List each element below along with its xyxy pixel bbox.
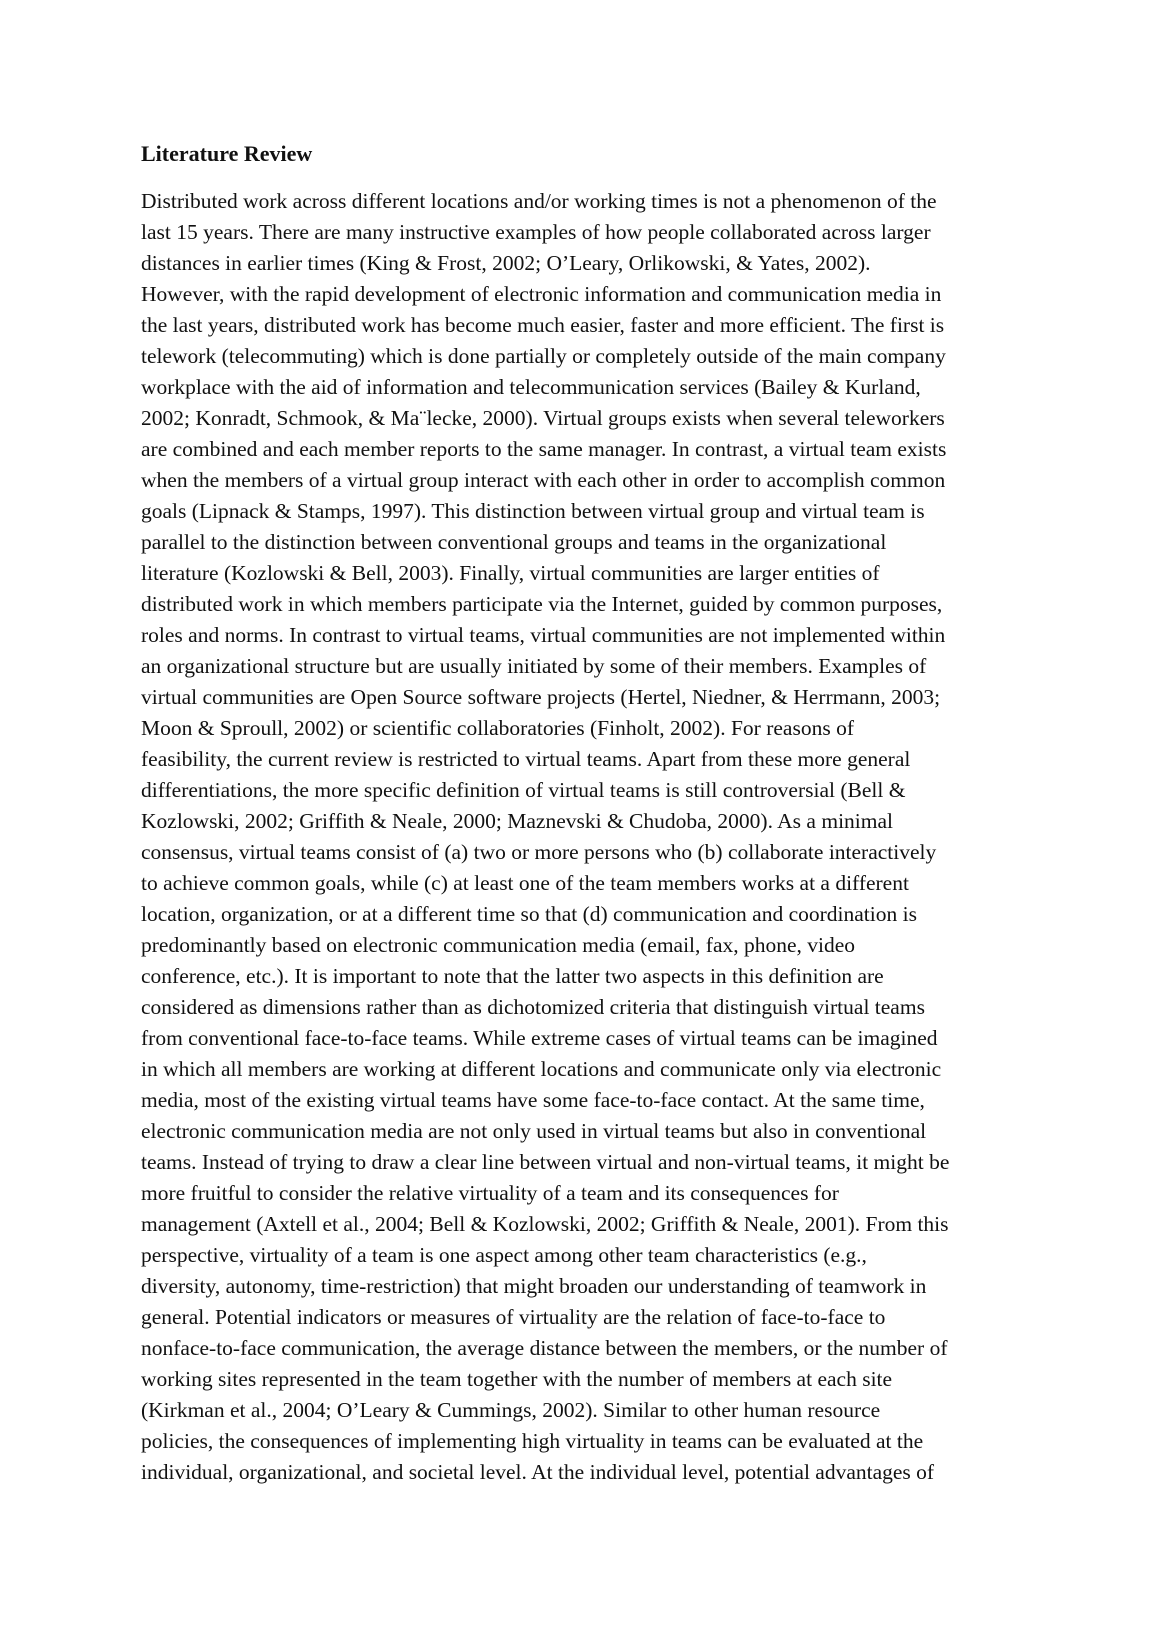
document-content <box>141 138 1027 1488</box>
text-line: electronic communication media are not only used in virtual teams but also in conventional <box>141 1119 927 1143</box>
text-line: management (Axtell et al., 2004; Bell & Kozlowski, 2002; Griffith & Neale, 2001). From this <box>141 1212 949 1236</box>
text-line: policies, the consequences of implementing high virtuality in teams can be evaluated at the <box>141 1429 924 1453</box>
text-line: from conventional face-to-face teams. While extreme cases of virtual teams can be imagined <box>141 1026 938 1050</box>
text-line: perspective, virtuality of a team is one aspect among other team characteristics (e.g., <box>141 1243 867 1267</box>
body-paragraph <box>141 186 1027 1488</box>
text-line: roles and norms. In contrast to virtual teams, virtual communities are not implemented within <box>141 623 946 647</box>
text-line: (Kirkman et al., 2004; O’Leary & Cummings, 2002). Similar to other human resource <box>141 1398 881 1422</box>
text-line: predominantly based on electronic communication media (email, fax, phone, video <box>141 933 856 957</box>
text-line: when the members of a virtual group interact with each other in order to accomplish common <box>141 468 946 492</box>
text-line: parallel to the distinction between conventional groups and teams in the organizational <box>141 530 887 554</box>
text-line: telework (telecommuting) which is done partially or completely outside of the main company <box>141 344 946 368</box>
text-line: an organizational structure but are usually initiated by some of their members. Examples of <box>141 654 927 678</box>
text-line: literature (Kozlowski & Bell, 2003). Finally, virtual communities are larger entities of <box>141 561 880 585</box>
text-line: virtual communities are Open Source software projects (Hertel, Niedner, & Herrmann, 2003; <box>141 685 941 709</box>
text-line: conference, etc.). It is important to note that the latter two aspects in this definition are <box>141 964 884 988</box>
text-line: last 15 years. There are many instructive examples of how people collaborated across larger <box>141 220 931 244</box>
text-line: 2002; Konradt, Schmook, & Ma¨lecke, 2000). Virtual groups exists when several teleworkers <box>141 406 945 430</box>
text-line: individual, organizational, and societal level. At the individual level, potential advantages of <box>141 1460 935 1484</box>
text-line: the last years, distributed work has become much easier, faster and more efficient. The first is <box>141 313 945 337</box>
text-line: Moon & Sproull, 2002) or scientific collaboratories (Finholt, 2002). For reasons of <box>141 716 854 740</box>
text-line: differentiations, the more specific definition of virtual teams is still controversial (Bell & <box>141 778 906 802</box>
text-line: are combined and each member reports to the same manager. In contrast, a virtual team exists <box>141 437 947 461</box>
text-line: feasibility, the current review is restricted to virtual teams. Apart from these more general <box>141 747 911 771</box>
text-line: to achieve common goals, while (c) at least one of the team members works at a different <box>141 871 909 895</box>
text-line: However, with the rapid development of electronic information and communication media in <box>141 282 942 306</box>
text-line: working sites represented in the team together with the number of members at each site <box>141 1367 893 1391</box>
text-line: Distributed work across different locations and/or working times is not a phenomenon of the <box>141 189 937 213</box>
text-line: distances in earlier times (King & Frost, 2002; O’Leary, Orlikowski, & Yates, 2002). <box>141 251 871 275</box>
text-line: Kozlowski, 2002; Griffith & Neale, 2000; Maznevski & Chudoba, 2000). As a minimal <box>141 809 894 833</box>
text-line: more fruitful to consider the relative virtuality of a team and its consequences for <box>141 1181 839 1205</box>
text-line: teams. Instead of trying to draw a clear line between virtual and non-virtual teams, it might be <box>141 1150 950 1174</box>
text-line: general. Potential indicators or measures of virtuality are the relation of face-to-face to <box>141 1305 886 1329</box>
text-line: in which all members are working at different locations and communicate only via electronic <box>141 1057 942 1081</box>
text-line: consensus, virtual teams consist of (a) two or more persons who (b) collaborate interactively <box>141 840 937 864</box>
text-line: distributed work in which members participate via the Internet, guided by common purposes, <box>141 592 943 616</box>
text-line: location, organization, or at a different time so that (d) communication and coordination is <box>141 902 917 926</box>
section-heading: Literature Review <box>141 141 313 166</box>
text-line: workplace with the aid of information and telecommunication services (Bailey & Kurland, <box>141 375 921 399</box>
text-line: goals (Lipnack & Stamps, 1997). This distinction between virtual group and virtual team is <box>141 499 925 523</box>
text-line: nonface-to-face communication, the average distance between the members, or the number of <box>141 1336 948 1360</box>
text-line: considered as dimensions rather than as dichotomized criteria that distinguish virtual teams <box>141 995 925 1019</box>
text-line: diversity, autonomy, time-restriction) that might broaden our understanding of teamwork in <box>141 1274 927 1298</box>
text-line: media, most of the existing virtual teams have some face-to-face contact. At the same time, <box>141 1088 925 1112</box>
